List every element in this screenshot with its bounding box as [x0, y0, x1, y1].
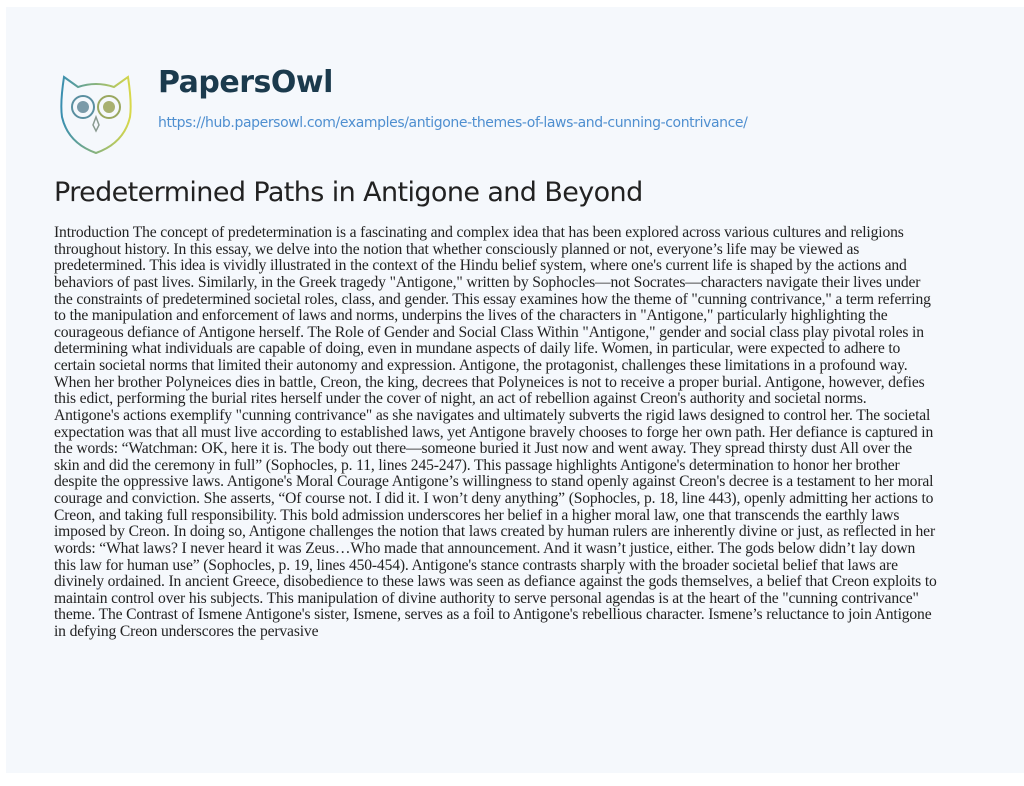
essay-line: certain societal norms that limited their autonomy and expression. Antigone, the protagonist, challenges these limitations in a profound way.	[54, 357, 908, 374]
page-title: Predetermined Paths in Antigone and Beyond	[54, 177, 643, 208]
essay-line: the words: “Watchman: OK, here it is. The body out there—someone buried it Just now and went away. They spread thirsty dust All over the	[54, 440, 913, 458]
essay-line: this law for human use” (Sophocles, p. 19, lines 450-454). Antigone's stance contrasts sharply with the broader societal belief that laws are	[54, 556, 898, 574]
owl-logo-icon	[56, 73, 136, 157]
essay-line: imposed by Creon. In doing so, Antigone challenges the notion that laws created by human rulers are inherently divine or just, as reflected in her	[54, 523, 935, 541]
essay-line: the constraints of predetermined societal roles, class, and gender. This essay examines how the theme of "cunning contrivance," a term referring	[54, 290, 931, 308]
essay-line: Introduction The concept of predetermination is a fascinating and complex idea that has been explored across various cultures and religions	[54, 224, 904, 241]
source-url-link[interactable]: https://hub.papersowl.com/examples/antigone-themes-of-laws-and-cunning-contrivance/	[158, 115, 748, 131]
essay-line: Creon, and taking full responsibility. This bold admission underscores her belief in a higher moral law, one that transcends the earthly laws	[54, 506, 900, 524]
essay-line: words: “What laws? I never heard it was Zeus…Who made that announcement. And it wasn’t justice, either. The gods below didn’t lay down	[54, 539, 916, 557]
essay-line: to the manipulation and enforcement of laws and norms, underpins the lives of the characters in "Antigone," particularly highlighting the	[54, 307, 888, 325]
essay-line: despite the oppressive laws. Antigone's Moral Courage Antigone’s willingness to stand openly against Creon's decree is a testament to her moral	[54, 473, 934, 491]
essay-line: this edict, performing the burial rites herself under the cover of night, an act of rebellion against Creon's authority and societal norms.	[54, 390, 867, 408]
essay-line: skin and did the ceremony in full” (Sophocles, p. 11, lines 245-247). This passage highlights Antigone's determination to honor her brother	[54, 456, 900, 474]
essay-line: predetermined. This idea is vividly illustrated in the context of the Hindu belief system, where one's current life is shaped by the actions and	[54, 257, 907, 275]
essay-line: expectation was that all must live according to established laws, yet Antigone bravely chooses to forge her own path. Her defiance is captured in	[54, 423, 934, 441]
essay-line: divinely ordained. In ancient Greece, disobedience to these laws was seen as defiance against the gods themselves, a belief that Creon exploits to	[54, 573, 937, 591]
document-card	[6, 7, 1024, 773]
essay-line: Antigone's actions exemplify "cunning contrivance" as she navigates and ultimately subverts the rigid laws designed to control her. The societal	[54, 406, 931, 424]
essay-line: When her brother Polyneices dies in battle, Creon, the king, decrees that Polyneices is not to receive a proper burial. Antigone, however, defies	[54, 373, 925, 391]
essay-body	[54, 225, 1024, 641]
essay-line: courageous defiance of Antigone herself. The Role of Gender and Social Class Within "Antigone," gender and social class play pivotal roles in	[54, 323, 924, 341]
brand-name: PapersOwl	[158, 65, 333, 100]
essay-line: in defying Creon underscores the pervasive	[54, 623, 319, 640]
essay-line: determining what individuals are capable of doing, even in mundane aspects of daily life. Women, in particular, were expected to adhere to	[54, 340, 901, 358]
essay-line: theme. The Contrast of Ismene Antigone's sister, Ismene, serves as a foil to Antigone's rebellious character. Ismene’s reluctance to join Antigone	[54, 606, 932, 624]
essay-line: courage and conviction. She asserts, “Of course not. I did it. I won’t deny anything” (Sophocles, p. 18, line 443), openly admitting her actions to	[54, 490, 934, 507]
essay-line: throughout history. In this essay, we delve into the notion that whether consciously planned or not, everyone’s life may be viewed as	[54, 240, 860, 258]
essay-line: behaviors of past lives. Similarly, in the Greek tragedy "Antigone," written by Sophocles—not Socrates—characters navigate their lives under	[54, 273, 921, 291]
essay-line: maintain control over his subjects. This manipulation of divine authority to serve personal agendas is at the heart of the "cunning contrivance"	[54, 589, 919, 607]
